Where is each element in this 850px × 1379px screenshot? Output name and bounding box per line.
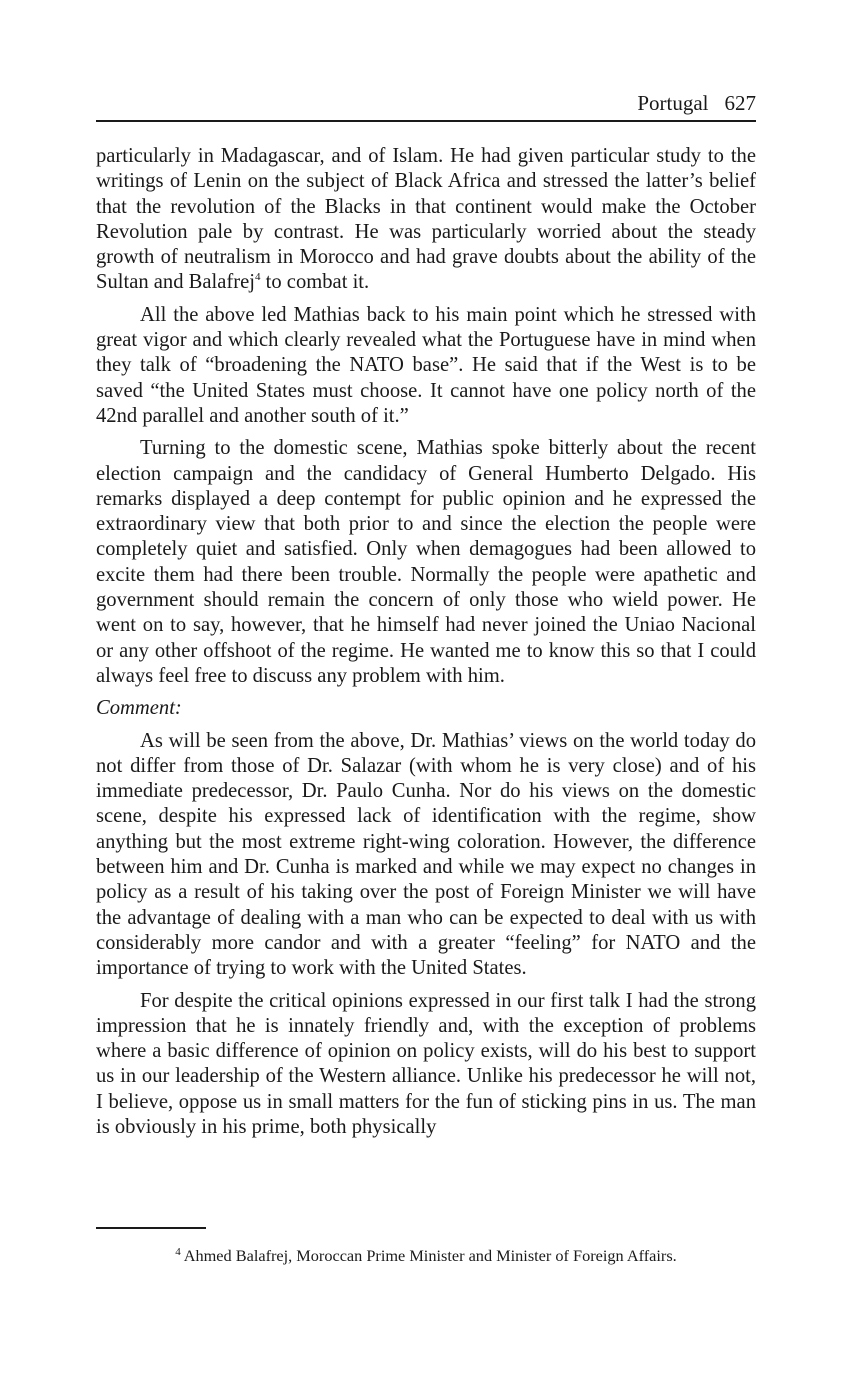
paragraph-tail: to combat it.: [260, 271, 370, 294]
running-head: [96, 88, 756, 122]
paragraph: For despite the critical opinions expressed in our first talk I had the strong impression that he is innately friendly and, with the exception of problems where a basic difference of opinion on policy exists, will do his best to support us in our leadership of the Western alliance. Unlike his predecessor he will not, I believe, oppose us in small matters for the fun of sticking pins in us. The man is obviously in his prime, both physically: [96, 989, 756, 1138]
comment-heading: Comment:: [96, 697, 182, 720]
paragraph-continuation: [96, 144, 756, 296]
paragraph-lead: particularly in Madagascar, and of Islam. He had given particular study to the writings of Lenin on the subject of Black Africa and stressed the latter’s belief that the revolution of the Blacks in that continent would make the October Revolution pale by contrast. He was particularly worried about the steady growth of neutralism in Morocco and had grave doubts about the ability of the Sultan and Balafrej: [96, 145, 756, 294]
footnote-reference[interactable]: 4: [254, 271, 261, 284]
body-text: [96, 144, 756, 1140]
paragraph: All the above led Mathias back to his main point which he stressed with great vigor and which clearly revealed what the Portuguese have in mind when they talk of “broadening the NATO base”. He said that if the West is to be saved “the United States must choose. It cannot have one policy north of the 42nd parallel and another south of it.”: [96, 303, 756, 427]
footnote: [96, 1245, 756, 1267]
page: [96, 88, 756, 1147]
paragraph: As will be seen from the above, Dr. Mathias’ views on the world today do not differ from those of Dr. Salazar (with whom he is very close) and of his immediate predecessor, Dr. Paulo Cunha. Nor do his views on the domestic scene, despite his expressed lack of identification with the regime, show anything but the most extreme right-wing coloration. However, the difference between him and Dr. Cunha is marked and while we may expect no changes in policy as a result of his taking over the post of Foreign Minister we will have the advantage of dealing with a man who can be expected to deal with us with considerably more candor and with a greater “feeling” for NATO and the importance of trying to work with the United States.: [96, 729, 756, 980]
footnote-marker: 4: [175, 1245, 181, 1258]
paragraph: Turning to the domestic scene, Mathias spoke bitterly about the recent election campaign and the candidacy of General Humberto Delgado. His remarks displayed a deep contempt for public opinion and he expressed the extraordinary view that both prior to and since the election the people were completely quiet and satisfied. Only when demagogues had been allowed to excite them had there been trouble. Normally the people were apathetic and government should remain the concern of only those who wield power. He went on to say, however, that he himself had never joined the Uniao Nacional or any other offshoot of the regime. He wanted me to know this so that I could always feel free to discuss any problem with him.: [96, 437, 756, 687]
page-number: 627: [724, 91, 756, 115]
footnote-divider: [96, 1227, 206, 1229]
footnote-text: Ahmed Balafrej, Moroccan Prime Minister and Minister of Foreign Affairs.: [183, 1246, 677, 1265]
running-head-title: Portugal: [637, 91, 709, 115]
